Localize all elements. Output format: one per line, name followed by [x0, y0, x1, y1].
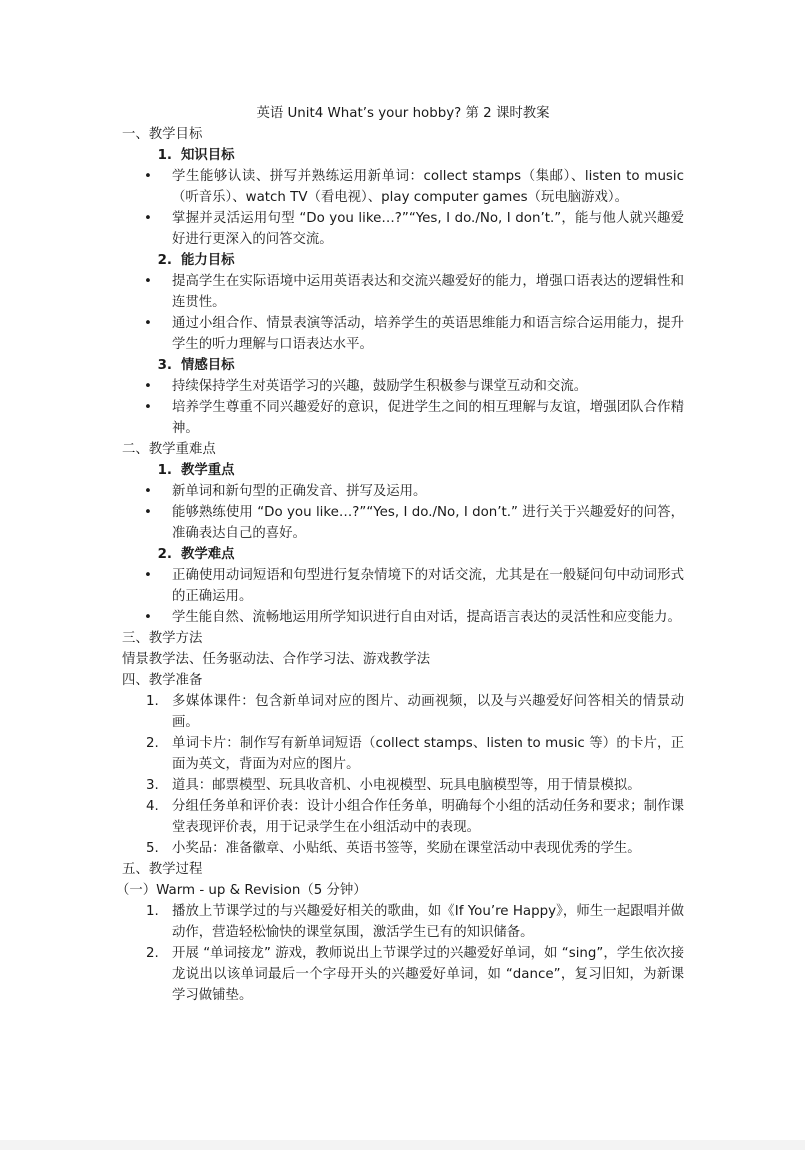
bullet-text: 掌握并灵活运用句型 “Do you like…?”“Yes, I do./No, I don’t.”，能与他人就兴趣爱好进行更深入的问答交流。	[172, 211, 684, 247]
list-item	[122, 775, 684, 796]
bullet-icon: •	[144, 505, 152, 520]
section-heading-preparation: 四、教学准备	[122, 673, 203, 688]
bullet-item	[122, 313, 684, 355]
list-text: 分组任务单和评价表：设计小组合作任务单，明确每个小组的活动任务和要求；制作课堂表现评价表，用于记录学生在小组活动中的表现。	[172, 799, 684, 835]
list-number: 3.	[146, 778, 159, 793]
subheading-number: 1.	[157, 148, 172, 163]
subsection-heading-warmup: （一）Warm - up & Revision（5 分钟）	[116, 883, 367, 898]
bullet-text: 新单词和新句型的正确发音、拼写及运用。	[172, 484, 427, 499]
list-number: 5.	[146, 841, 159, 856]
bullet-icon: •	[144, 400, 152, 415]
bullet-text: 能够熟练使用 “Do you like…?”“Yes, I do./No, I don’t.” 进行关于兴趣爱好的问答，准确表达自己的喜好。	[172, 505, 684, 541]
bullet-text: 正确使用动词短语和句型进行复杂情境下的对话交流，尤其是在一般疑问句中动词形式的正确运用。	[172, 568, 684, 604]
subheading-number: 2.	[157, 253, 172, 268]
bullet-text: 提高学生在实际语境中运用英语表达和交流兴趣爱好的能力，增强口语表达的逻辑性和连贯性。	[172, 274, 684, 310]
bullet-item	[122, 376, 684, 397]
bullet-text: 学生能自然、流畅地运用所学知识进行自由对话，提高语言表达的灵活性和应变能力。	[172, 610, 681, 625]
bullet-item	[122, 607, 684, 628]
bullet-icon: •	[144, 484, 152, 499]
subheading-label: 教学重点	[181, 463, 235, 478]
bullet-item	[122, 565, 684, 607]
bullet-icon: •	[144, 211, 152, 226]
subheading-knowledge	[122, 145, 684, 166]
subheading-key-points	[122, 460, 684, 481]
subheading-number: 2.	[157, 547, 172, 562]
list-item	[122, 901, 684, 943]
list-item	[122, 943, 684, 1006]
methods-text: 情景教学法、任务驱动法、合作学习法、游戏教学法	[122, 652, 430, 667]
subheading-label: 教学难点	[181, 547, 235, 562]
list-number: 4.	[146, 799, 159, 814]
subheading-ability	[122, 250, 684, 271]
bullet-text: 学生能够认读、拼写并熟练运用新单词：collect stamps（集邮）、listen to music（听音乐）、watch TV（看电视）、play computer games（玩电脑游戏）。	[172, 169, 684, 205]
list-number: 1.	[146, 694, 159, 709]
list-text: 道具：邮票模型、玩具收音机、小电视模型、玩具电脑模型等，用于情景模拟。	[172, 778, 641, 793]
section-heading-methods: 三、教学方法	[122, 631, 203, 646]
subheading-emotion	[122, 355, 684, 376]
bullet-icon: •	[144, 169, 152, 184]
bullet-text: 通过小组合作、情景表演等活动，培养学生的英语思维能力和语言综合运用能力，提升学生的听力理解与口语表达水平。	[172, 316, 684, 352]
document-body	[116, 103, 684, 1006]
list-text: 单词卡片：制作写有新单词短语（collect stamps、listen to music 等）的卡片，正面为英文，背面为对应的图片。	[172, 736, 684, 772]
bullet-item	[122, 166, 684, 208]
subheading-label: 情感目标	[181, 358, 235, 373]
bullet-item	[122, 397, 684, 439]
bullet-text: 持续保持学生对英语学习的兴趣，鼓励学生积极参与课堂互动和交流。	[172, 379, 588, 394]
list-text: 小奖品：准备徽章、小贴纸、英语书签等，奖励在课堂活动中表现优秀的学生。	[172, 841, 641, 856]
section-heading-objectives: 一、教学目标	[122, 127, 203, 142]
list-text: 开展 “单词接龙” 游戏，教师说出上节课学过的兴趣爱好单词，如 “sing”，学生依次接龙说出以该单词最后一个字母开头的兴趣爱好单词，如 “dance”，复习旧知，为新课学习做铺垫。	[172, 946, 684, 1003]
list-item	[122, 733, 684, 775]
list-text: 多媒体课件：包含新单词对应的图片、动画视频，以及与兴趣爱好问答相关的情景动画。	[172, 694, 684, 730]
document-title: 英语 Unit4 What’s your hobby? 第 2 课时教案	[256, 106, 550, 121]
list-text: 播放上节课学过的与兴趣爱好相关的歌曲，如《If You’re Happy》，师生一起跟唱并做动作，营造轻松愉快的课堂氛围，激活学生已有的知识储备。	[172, 904, 684, 940]
bullet-icon: •	[144, 274, 152, 289]
section-heading-process: 五、教学过程	[122, 862, 203, 877]
bullet-icon: •	[144, 316, 152, 331]
bullet-item	[122, 208, 684, 250]
list-item	[122, 691, 684, 733]
subheading-label: 能力目标	[181, 253, 235, 268]
bullet-item	[122, 502, 684, 544]
subheading-number: 1.	[157, 463, 172, 478]
subheading-number: 3.	[157, 358, 172, 373]
list-item	[122, 838, 684, 859]
bullet-text: 培养学生尊重不同兴趣爱好的意识，促进学生之间的相互理解与友谊，增强团队合作精神。	[172, 400, 684, 436]
section-heading-key-difficult: 二、教学重难点	[122, 442, 216, 457]
bullet-icon: •	[144, 568, 152, 583]
bullet-icon: •	[144, 379, 152, 394]
bullet-item	[122, 271, 684, 313]
bullet-item	[122, 481, 684, 502]
subheading-difficult-points	[122, 544, 684, 565]
list-item	[122, 796, 684, 838]
list-number: 2.	[146, 736, 159, 751]
bullet-icon: •	[144, 610, 152, 625]
list-number: 1.	[146, 904, 159, 919]
list-number: 2.	[146, 946, 159, 961]
subheading-label: 知识目标	[181, 148, 235, 163]
